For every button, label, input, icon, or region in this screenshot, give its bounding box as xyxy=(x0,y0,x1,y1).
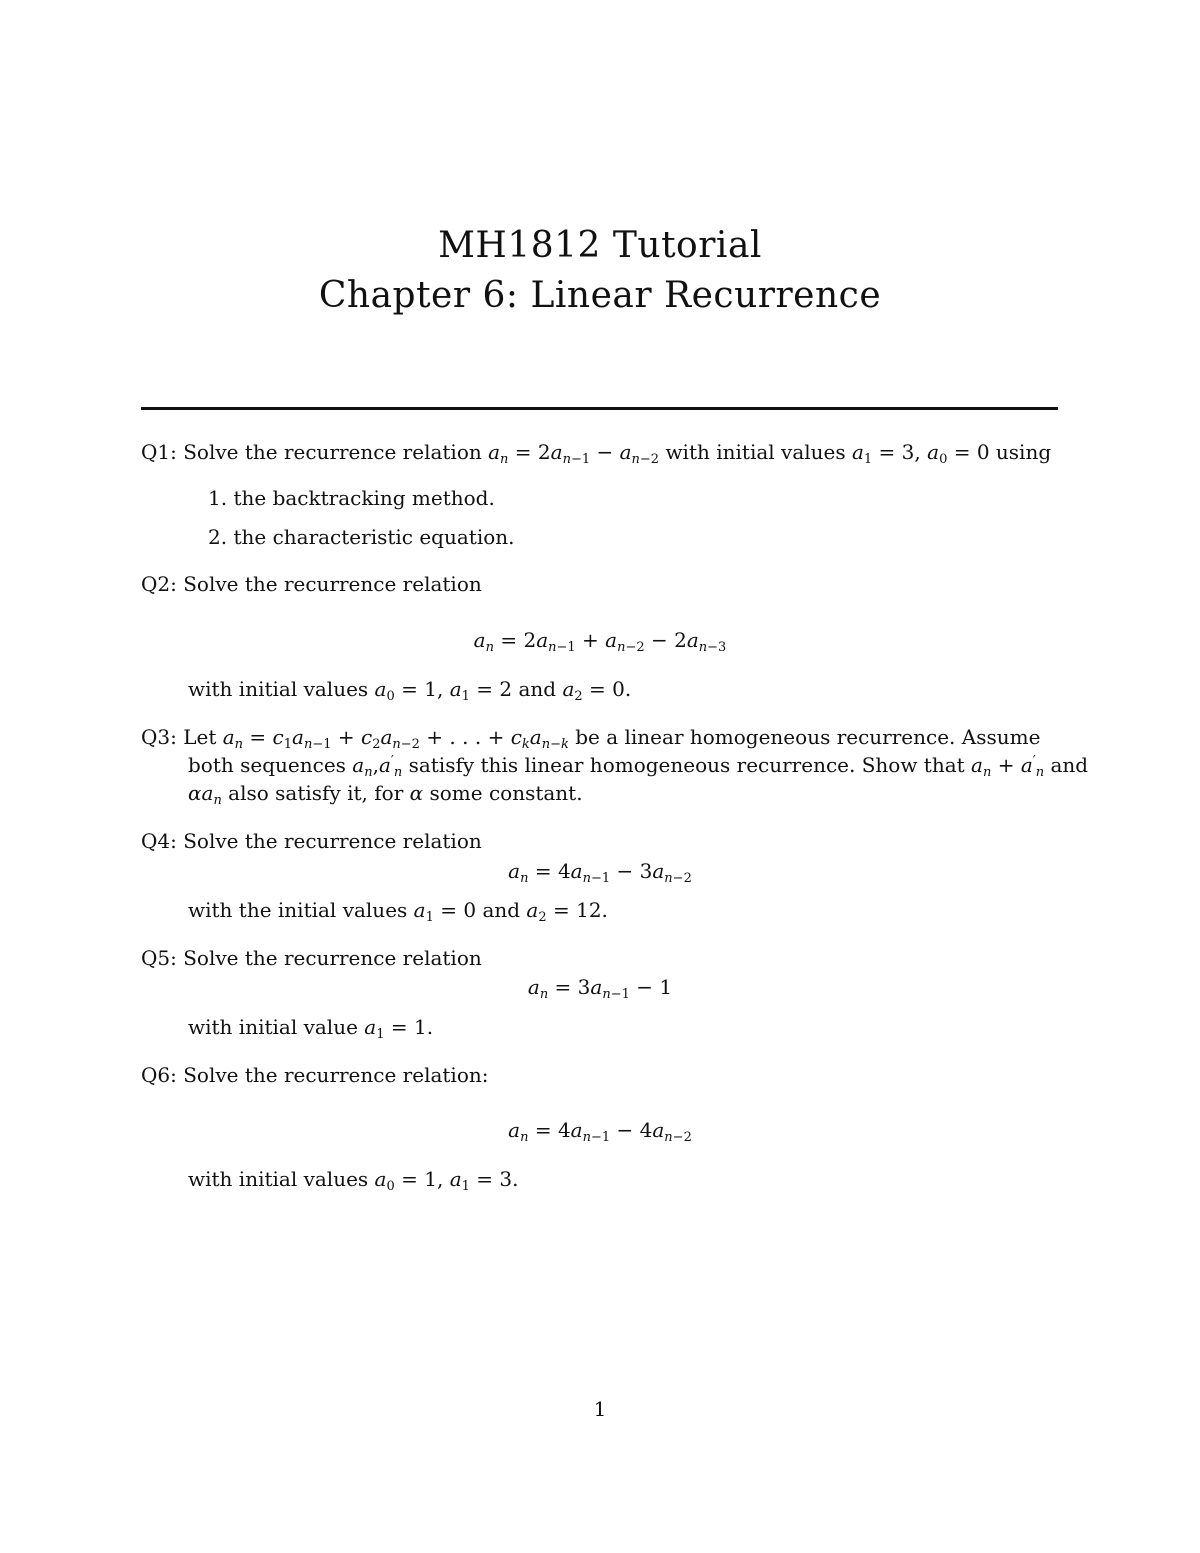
q1-item-2-text: the characteristic equation. xyxy=(233,525,515,549)
q5-equation: $a_n = 3a_{n-1} - 1$ xyxy=(527,975,673,1002)
q6-with: with initial values xyxy=(188,1167,369,1191)
q1-line: Q1: Solve the recurrence relation $a_n = 2a_{n-1} - a_{n-2}$ with initial values $a_1 = 3$, $a_0 = 0$ using xyxy=(141,440,1052,467)
q2-and: and xyxy=(518,677,557,701)
q3-and: and xyxy=(1050,753,1089,777)
q2-label: Q2: xyxy=(141,572,177,596)
q6-intro: Solve the recurrence relation: xyxy=(183,1063,489,1087)
q5-with: with initial value xyxy=(188,1015,358,1039)
q3-line-3: $\alpha a_n$ also satisfy it, for α some constant. xyxy=(188,781,583,808)
q3-let: Let xyxy=(183,725,217,749)
q1-item-1-text: the backtracking method. xyxy=(233,486,495,510)
q1-item-1-number: 1. xyxy=(208,486,228,510)
q4-line xyxy=(141,831,482,851)
q1-item-2 xyxy=(208,527,515,547)
q3-line-1: Q3: Let $a_n = c_1a_{n-1} + c_2a_{n-2}$ + . . . + $c_ka_{n-k}$ be a linear homogeneous recurrence. Assume xyxy=(141,725,1041,752)
q5-line xyxy=(141,948,482,968)
q2-initial-values: with initial values $a_0 = 1$, $a_1 = 2$ and $a_2 = 0$. xyxy=(188,677,632,704)
q1-label: Q1: xyxy=(141,440,177,464)
q3-be: be a linear homogeneous recurrence. Assume xyxy=(575,725,1041,749)
q5-intro: Solve the recurrence relation xyxy=(183,946,482,970)
page-number: 1 xyxy=(593,1397,607,1421)
q6-label: Q6: xyxy=(141,1063,177,1087)
q6-equation: $a_n = 4a_{n-1} - 4a_{n-2}$ xyxy=(508,1118,692,1145)
q2-with: with initial values xyxy=(188,677,369,701)
q5-label: Q5: xyxy=(141,946,177,970)
q4-initial-values: with the initial values $a_1 = 0$ and $a_2 = 12$. xyxy=(188,898,608,925)
q1-tail: using xyxy=(995,440,1052,464)
q6-initial-values: with initial values $a_0 = 1$, $a_1 = 3$. xyxy=(188,1167,519,1194)
q4-equation: $a_n = 4a_{n-1} - 3a_{n-2}$ xyxy=(508,859,692,886)
q1-item-1 xyxy=(208,488,495,508)
q1-intro: Solve the recurrence relation xyxy=(183,440,482,464)
q4-label: Q4: xyxy=(141,829,177,853)
q1-item-2-number: 2. xyxy=(208,525,228,549)
q3-both: both sequences xyxy=(188,753,346,777)
q3-const: some constant. xyxy=(429,781,583,805)
horizontal-rule xyxy=(141,407,1058,410)
q3-also: also satisfy it, for xyxy=(228,781,404,805)
q2-equation: $a_n = 2a_{n-1} + a_{n-2} - 2a_{n-3}$ xyxy=(473,628,727,655)
q4-and: and xyxy=(482,898,521,922)
document-title: MH1812 Tutorial xyxy=(438,225,762,266)
q4-with: with the initial values xyxy=(188,898,408,922)
q3-line-2: both sequences $a_n,a'_n$ satisfy this linear homogeneous recurrence. Show that $a_n + a'_n$ and xyxy=(188,753,1089,780)
q3-label: Q3: xyxy=(141,725,177,749)
q2-line xyxy=(141,574,482,594)
document-subtitle: Chapter 6: Linear Recurrence xyxy=(318,275,882,316)
q1-middle: with initial values xyxy=(665,440,846,464)
q3-satisfy: satisfy this linear homogeneous recurrence. Show that xyxy=(408,753,965,777)
q6-line xyxy=(141,1065,488,1085)
q4-intro: Solve the recurrence relation xyxy=(183,829,482,853)
q5-initial-value: with initial value $a_1 = 1$. xyxy=(188,1015,434,1042)
q2-intro: Solve the recurrence relation xyxy=(183,572,482,596)
